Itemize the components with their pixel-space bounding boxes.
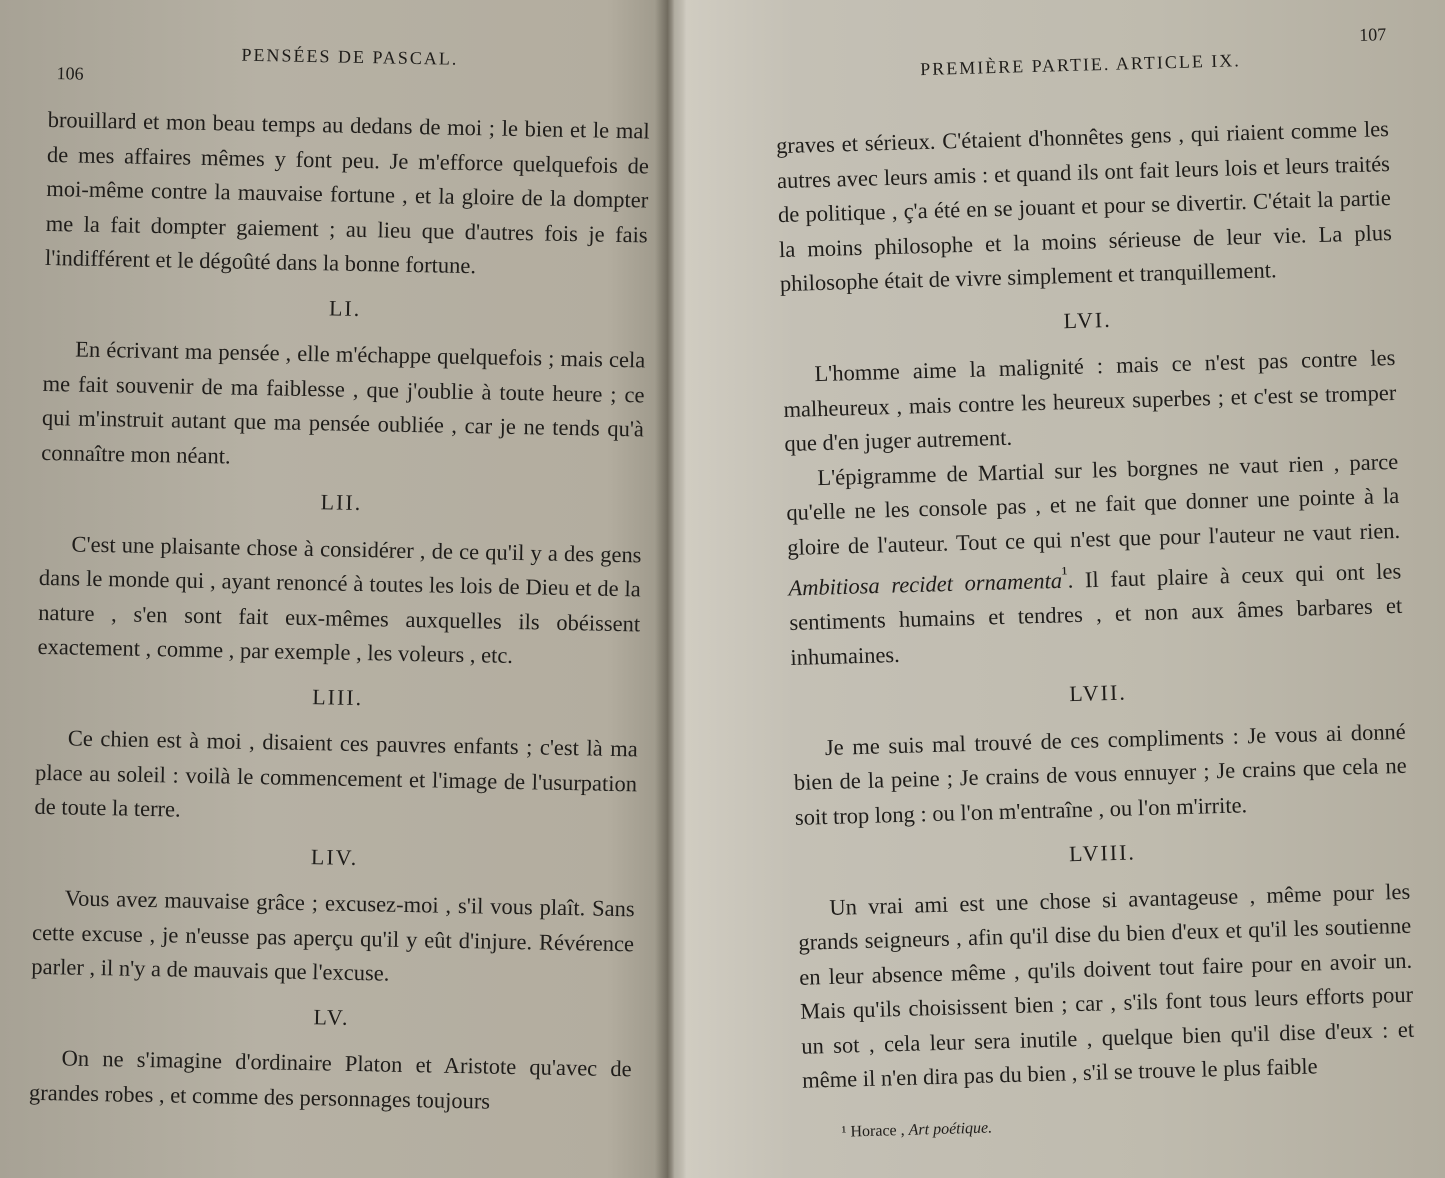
section-text-lvii: Je me suis mal trouvé de ces compliments : Je vous ai donné bien de la peine ; Je crains de vous ennuyer ; Je crains que cela ne soit trop long : ou l'on m'entraîne , ou l'on m'irrite.	[793, 718, 1408, 830]
section-heading-liii: LIII.	[311, 683, 364, 710]
left-page	[0, 0, 672, 1178]
right-running-head	[773, 16, 1387, 79]
right-page-number: 107	[1358, 24, 1387, 45]
section-text-lii: C'est une plaisante chose à considérer , de ce qu'il y a des gens dans le monde qui , ayant renoncé à toutes les lois de Dieu et de la nature , s'en sont fait eux-mêmes auxquelles ils obéissent exactement , comme , par exemple , les voleurs , etc.	[37, 530, 642, 668]
section-text-li: En écrivant ma pensée , elle m'échappe quelquefois ; mais cela me fait souvenir de ma faiblesse , que j'oublie à toute heure ; ce qui m'instruit autant que ma pensée oubliée , car je ne tends qu'à connaître mon néant.	[41, 336, 646, 469]
footnote-mark: ¹	[1061, 563, 1068, 585]
section-text-lvi-2	[785, 444, 1404, 675]
footnote-work: Art poétique.	[908, 1119, 993, 1139]
section-heading-lvii: LVII.	[1068, 679, 1128, 707]
section-heading-lii: LII.	[320, 489, 363, 516]
section-text-lvi-1: L'homme aime la malignité : mais ce n'est pas contre les malheureux , mais contre les heureux superbes ; et c'est se tromper que d'en juger autrement.	[783, 344, 1397, 457]
section-heading-lv: LV.	[313, 1003, 350, 1030]
right-running-title: PREMIÈRE PARTIE. ARTICLE IX.	[919, 50, 1242, 80]
section-heading-liv: LIV.	[310, 843, 359, 870]
section-text-liii: Ce chien est à moi , disaient ces pauvres enfants ; c'est là ma place au soleil : voilà le commencement et l'image de l'usurpation de toute la terre.	[34, 725, 638, 822]
left-running-title: PENSÉES DE PASCAL.	[241, 44, 459, 69]
section-heading-lviii: LVIII.	[1068, 839, 1137, 867]
section-text-lv: On ne s'imagine d'ordinaire Platon et Aristote qu'avec de grandes robes , et comme des personnages toujours	[28, 1045, 632, 1114]
section-heading-lvi: LVI.	[1063, 306, 1112, 333]
section-text-liv: Vous avez mauvaise grâce ; excusez-moi , s'il vous plaît. Sans cette excuse , je n'eusse pas aperçu qu'il y eût d'injure. Révérence parler , il n'y a de mauvais que l'excuse.	[31, 885, 635, 986]
left-page-number: 106	[56, 63, 84, 84]
right-text-block	[776, 112, 1417, 1151]
latin-quote: Ambitiosa recidet ornamenta	[788, 567, 1063, 601]
footnote	[803, 1099, 1417, 1151]
lvi-2-after-quote: . Il faut plaire à ceux qui ont les sentiments humains et tendres , et non aux âmes barbares et inhumaines.	[789, 558, 1403, 670]
lvi-2-main: L'épigramme de Martial sur les borgnes ne vaut rien , parce qu'elle ne les console pas , et ne fait que donner une pointe à la gloire de l'auteur. Tout ce qui n'est que pour l'auteur ne vaut rien.	[786, 448, 1401, 560]
left-intro-paragraph: brouillard et mon beau temps au dedans de moi ; le bien et le mal de mes affaires mêmes y font peu. Je m'efforce quelquefois de moi-même contre la mauvaise fortune , et la gloire de la dompter me la fait dompter gaiement ; au lieu que d'autres fois je fais l'indifférent et le dégoûté dans la bonne fortune.	[44, 106, 650, 279]
left-text-block	[29, 103, 650, 1121]
right-intro-paragraph: graves et sérieux. C'étaient d'honnêtes gens , qui riaient comme les autres avec leurs amis : et quand ils ont fait leurs lois et leurs traités de politique , ç'a été en se jouant et pour se divertir. C'était la partie la moins philosophe et la moins sérieuse de leur vie. La plus philosophe était de vivre simplement et tranquillement.	[775, 116, 1393, 297]
section-text-lviii: Un vrai ami est une chose si avantageuse , même pour les grands seigneurs , afin qu'il dise du bien d'eux et qu'il les soutienne en leur absence même , qu'ils doivent tout faire pour en avoir un. Mais qu'ils choisissent bien ; car , s'ils font tous leurs efforts pour un sot , cela leur sera inutile , quelque bien qu'il dise d'eux : et même il n'en dira pas du bien , s'il se trouve le plus faible	[798, 878, 1415, 1093]
footnote-author: Horace ,	[850, 1121, 905, 1140]
section-heading-li: LI.	[328, 294, 362, 321]
right-page	[672, 0, 1445, 1178]
left-running-head	[49, 29, 652, 87]
footnote-number: ¹	[841, 1123, 847, 1141]
